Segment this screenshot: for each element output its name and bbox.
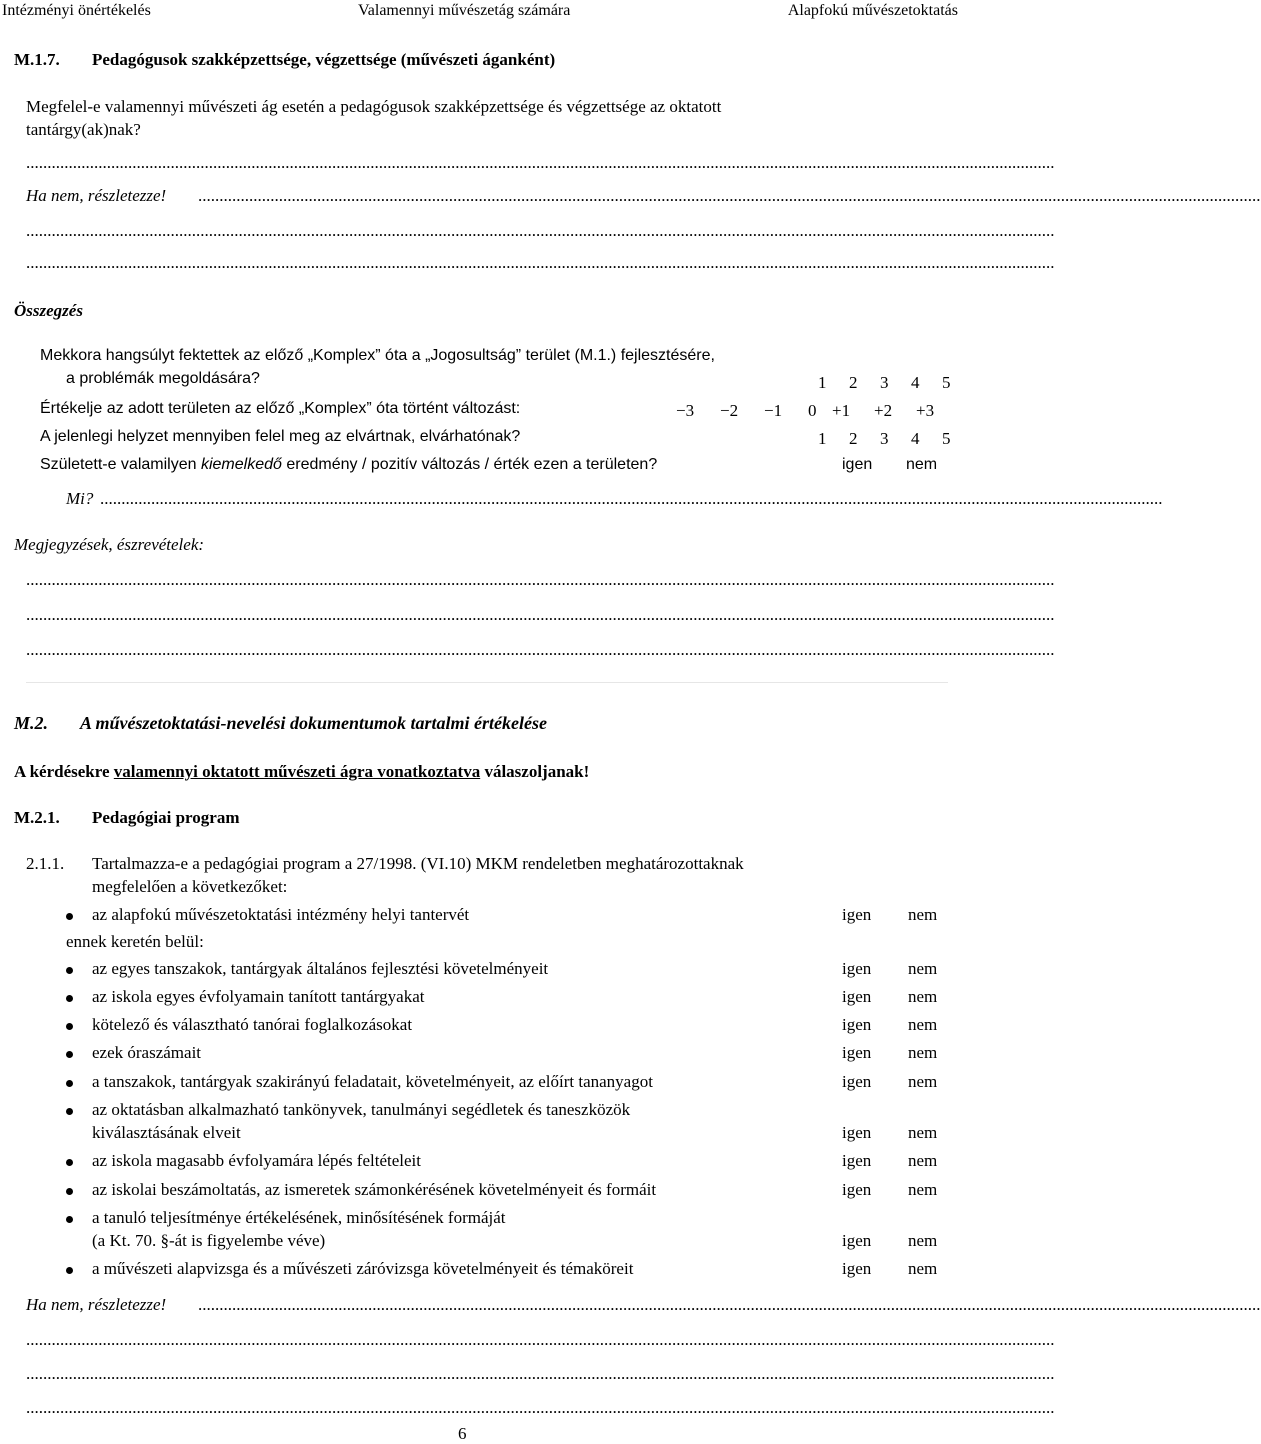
no-option[interactable]: nem <box>908 1151 938 1170</box>
question-line: Megfelel-e valamennyi művészeti ág esetén a pedagógusok szakképzettsége és végzettsége az oktatott <box>26 97 722 116</box>
checklist-item: a tanuló teljesítménye értékelésének, minősítésének formáját <box>92 1208 506 1227</box>
question-line: megfelelően a következőket: <box>92 877 288 896</box>
checklist-item: a tanszakok, tantárgyak szakirányú feladatait, követelményeit, az előírt tananyagot <box>92 1072 653 1091</box>
dotted-line[interactable]: .................................................................................................................................................................................................................................................. <box>26 1364 1055 1383</box>
question-number: 2.1.1. <box>26 854 65 873</box>
no-option[interactable]: nem <box>908 1072 938 1091</box>
subsection-title: Pedagógiai program <box>92 808 240 827</box>
scale-option[interactable]: 4 <box>911 429 920 448</box>
scale-option[interactable]: 5 <box>942 373 951 392</box>
no-option[interactable]: nem <box>908 1231 938 1250</box>
yes-option[interactable]: igen <box>842 987 872 1006</box>
no-option[interactable]: nem <box>908 959 938 978</box>
bullet <box>66 1267 73 1274</box>
yes-option[interactable]: igen <box>842 905 872 924</box>
dotted-line[interactable]: .................................................................................................................................................................................................................................................. <box>26 570 1055 589</box>
checklist-item: az iskola magasabb évfolyamára lépés feltételeit <box>92 1151 421 1170</box>
dotted-line[interactable]: .................................................................................................................................................................................................................................................. <box>26 640 1055 659</box>
scale-option[interactable]: 2 <box>849 373 858 392</box>
bullet <box>66 913 73 920</box>
within-label: ennek keretén belül: <box>66 932 204 951</box>
no-option[interactable]: nem <box>908 1259 938 1278</box>
header-center: Valamennyi művészetág számára <box>358 2 571 19</box>
scale-option[interactable]: −2 <box>720 401 739 420</box>
checklist-item: kötelező és választható tanórai foglalkozásokat <box>92 1015 413 1034</box>
scale-option[interactable]: +2 <box>874 401 893 420</box>
checklist-item: az alapfokú művészetoktatási intézmény helyi tantervét <box>92 905 470 924</box>
dotted-line[interactable]: .................................................................................................................................................................................................................................................. <box>26 605 1055 624</box>
scale-option[interactable]: +3 <box>916 401 935 420</box>
no-option[interactable]: nem <box>908 1015 938 1034</box>
scale-option[interactable]: 1 <box>818 429 827 448</box>
bullet <box>66 1023 73 1030</box>
page-number: 6 <box>458 1424 467 1443</box>
yes-option[interactable]: igen <box>842 1043 872 1062</box>
checklist-item: az egyes tanszakok, tantárgyak általános fejlesztési követelményeit <box>92 959 549 978</box>
checklist-item: az oktatásban alkalmazható tankönyvek, tanulmányi segédletek és taneszközök <box>92 1100 631 1119</box>
scale-option[interactable]: 3 <box>880 373 889 392</box>
bullet <box>66 995 73 1002</box>
bullet <box>66 1216 73 1223</box>
yes-option[interactable]: igen <box>842 456 873 473</box>
no-option[interactable]: nem <box>908 1123 938 1142</box>
dotted-line[interactable]: .................................................................................................................................................................................................................................................. <box>26 153 1055 172</box>
yes-option[interactable]: igen <box>842 1180 872 1199</box>
yes-option[interactable]: igen <box>842 1072 872 1091</box>
detail-label: Ha nem, részletezze! <box>26 1295 167 1314</box>
divider <box>26 682 948 683</box>
scale-option[interactable]: 0 <box>808 401 817 420</box>
checklist-item: az iskolai beszámoltatás, az ismeretek számonkérésének követelményeit és formáit <box>92 1180 657 1199</box>
section-title: Pedagógusok szakképzettsége, végzettsége (művészeti áganként) <box>92 50 556 69</box>
instruction: A kérdésekre valamennyi oktatott művészeti ágra vonatkoztatva válaszoljanak! <box>14 762 590 781</box>
yes-option[interactable]: igen <box>842 1231 872 1250</box>
bullet <box>66 1051 73 1058</box>
summary-question: Született-e valamilyen kiemelkedő eredmény / pozitív változás / érték ezen a területen? <box>40 456 658 473</box>
checklist-item: az iskola egyes évfolyamain tanított tantárgyakat <box>92 987 425 1006</box>
summary-question: Értékelje az adott területen az előző „Komplex” óta történt változást: <box>40 400 521 417</box>
scale-option[interactable]: 3 <box>880 429 889 448</box>
bullet <box>66 967 73 974</box>
dotted-line[interactable]: .......................................................................................................................................................................................................................................................... <box>198 186 1261 205</box>
header-left: Intézményi önértékelés <box>2 2 151 19</box>
scale-option[interactable]: −1 <box>764 401 783 420</box>
no-option[interactable]: nem <box>908 1043 938 1062</box>
detail-label: Ha nem, részletezze! <box>26 186 167 205</box>
bullet <box>66 1159 73 1166</box>
no-option[interactable]: nem <box>908 1180 938 1199</box>
scale-option[interactable]: 1 <box>818 373 827 392</box>
dotted-line[interactable]: .................................................................................................................................................................................................................................................. <box>26 253 1055 272</box>
no-option[interactable]: nem <box>908 905 938 924</box>
dotted-line[interactable]: .......................................................................................................................................................................................................................................................... <box>198 1295 1261 1314</box>
no-option[interactable]: nem <box>906 456 938 473</box>
mi-label: Mi? <box>66 489 94 508</box>
header-right: Alapfokú művészetoktatás <box>787 2 958 19</box>
yes-option[interactable]: igen <box>842 1123 872 1142</box>
bullet <box>66 1108 73 1115</box>
no-option[interactable]: nem <box>908 987 938 1006</box>
yes-option[interactable]: igen <box>842 1259 872 1278</box>
scale-option[interactable]: +1 <box>832 401 851 420</box>
section-number: M.1.7. <box>14 50 60 69</box>
section-title: A művészetoktatási-nevelési dokumentumok tartalmi értékelése <box>80 713 547 733</box>
dotted-line[interactable]: .................................................................................................................................................................................................................................................. <box>26 221 1055 240</box>
bullet <box>66 1188 73 1195</box>
subsection-number: M.2.1. <box>14 808 60 827</box>
checklist-item: a művészeti alapvizsga és a művészeti záróvizsga követelményeit és témaköreit <box>92 1259 634 1278</box>
question-line: tantárgy(ak)nak? <box>26 120 141 139</box>
dotted-line[interactable]: .................................................................................................................................................................................................................................................. <box>26 1398 1055 1417</box>
bullet <box>66 1080 73 1087</box>
yes-option[interactable]: igen <box>842 1151 872 1170</box>
scale-option[interactable]: 5 <box>942 429 951 448</box>
summary-question: A jelenlegi helyzet mennyiben felel meg az elvártnak, elvárhatónak? <box>40 428 521 445</box>
scale-option[interactable]: −3 <box>676 401 695 420</box>
scale-option[interactable]: 2 <box>849 429 858 448</box>
scale-option[interactable]: 4 <box>911 373 920 392</box>
summary-question: Mekkora hangsúlyt fektettek az előző „Komplex” óta a „Jogosultság” terület (M.1.) fejlesztésére, <box>40 347 715 364</box>
yes-option[interactable]: igen <box>842 959 872 978</box>
checklist-item-continuation: (a Kt. 70. §-át is figyelembe véve) <box>92 1231 326 1250</box>
checklist-item: ezek óraszámait <box>92 1043 202 1062</box>
checklist-item-continuation: kiválasztásának elveit <box>92 1123 241 1142</box>
yes-option[interactable]: igen <box>842 1015 872 1034</box>
summary-heading: Összegzés <box>14 301 83 320</box>
summary-question: a problémák megoldására? <box>66 370 260 387</box>
dotted-line[interactable]: .......................................................................................................................................................................................................................................................... <box>100 489 1163 508</box>
question-line: Tartalmazza-e a pedagógiai program a 27/1998. (VI.10) MKM rendeletben meghatározottaknak <box>92 854 744 873</box>
dotted-line[interactable]: .................................................................................................................................................................................................................................................. <box>26 1330 1055 1349</box>
remarks-heading: Megjegyzések, észrevételek: <box>14 535 205 554</box>
section-number: M.2. <box>14 713 49 733</box>
